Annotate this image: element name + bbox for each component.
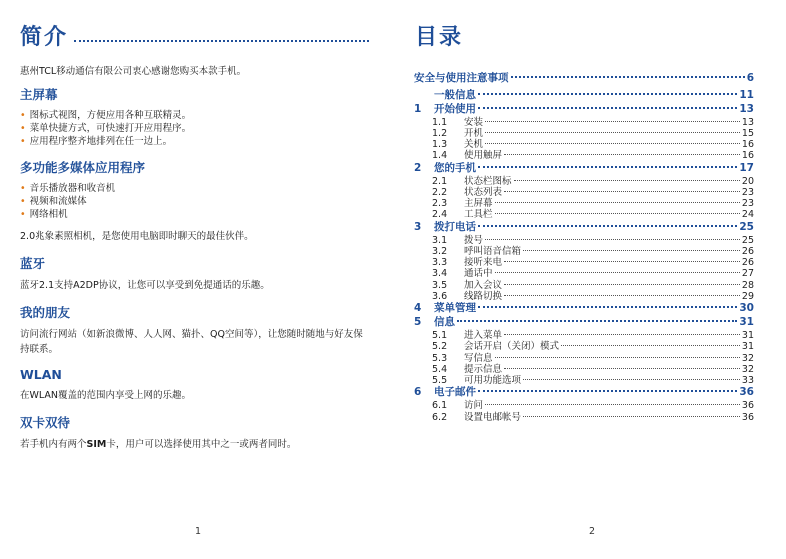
toc-entry-label: 拨打电话 (434, 220, 476, 233)
home-screen-heading: 主屏幕 (20, 87, 58, 102)
toc-entry-page: 25 (739, 220, 754, 233)
toc-entry-number: 5.2 (432, 341, 448, 353)
toc-entry-page: 31 (741, 329, 754, 341)
toc-entry[interactable] (414, 375, 754, 386)
toc-entry-label: 提示信息 (464, 363, 503, 375)
toc-entry[interactable] (414, 187, 754, 198)
dual-sim-paragraph: 若手机内有两个SIM卡，用户可以选择使用其中之一或两者同时。 (20, 439, 297, 450)
toc-entry[interactable] (414, 235, 754, 246)
toc-leader-dots (478, 93, 737, 95)
toc-entry-label: 通话中 (464, 268, 493, 280)
list-item: • 视频和流媒体 (20, 196, 87, 207)
toc-leader-dots (485, 239, 740, 240)
toc-leader-dots (485, 143, 740, 144)
toc-entry-page: 24 (741, 209, 754, 221)
toc-entry[interactable] (414, 162, 754, 176)
toc-entry-page: 20 (741, 175, 754, 187)
toc-entry-label: 进入菜单 (464, 329, 503, 341)
toc-entry-number: 5.1 (432, 329, 448, 341)
toc-leader-dots (523, 250, 740, 251)
toc-entry[interactable] (414, 103, 754, 117)
toc-entry-label: 安装 (464, 116, 484, 128)
toc-leader-dots (478, 225, 737, 227)
toc-entry-number: 4 (414, 302, 422, 315)
toc-entry-number: 1.4 (432, 150, 448, 162)
toc-entry-page: 16 (741, 139, 754, 151)
wlan-paragraph: 在WLAN覆盖的范围内享受上网的乐趣。 (20, 390, 192, 401)
toc-entry[interactable] (414, 364, 754, 375)
toc-entry-page: 31 (739, 316, 754, 329)
toc-entry[interactable] (414, 386, 754, 400)
toc-entry[interactable] (414, 128, 754, 139)
toc-entry-label: 接听来电 (464, 257, 503, 269)
table-of-contents (414, 71, 754, 423)
toc-entry-number: 3.3 (432, 257, 448, 269)
toc-entry-number: 5.3 (432, 352, 448, 364)
toc-entry-page: 6 (746, 72, 754, 84)
toc-entry-label: 状态列表 (464, 186, 503, 198)
toc-entry-label: 关机 (464, 139, 484, 151)
toc-entry-label: 您的手机 (434, 161, 476, 174)
toc-entry-label: 加入会议 (464, 279, 503, 291)
toc-entry[interactable] (414, 209, 754, 220)
toc-leader-dots (504, 261, 740, 262)
toc-entry-page: 36 (739, 386, 754, 399)
toc-entry[interactable] (414, 176, 754, 187)
toc-leader-dots (504, 154, 740, 155)
toc-leader-dots (478, 107, 737, 109)
toc-entry-number: 3.5 (432, 279, 448, 291)
toc-entry-page: 31 (741, 341, 754, 353)
toc-entry-page: 15 (741, 127, 754, 139)
toc-entry-page: 27 (741, 268, 754, 280)
toc-entry[interactable] (414, 268, 754, 279)
toc-title: 目录 (415, 25, 464, 50)
toc-entry-page: 23 (741, 198, 754, 210)
friends-paragraph: 访问流行网站（如新浪微博、人人网、猫扑、QQ空间等），让您随时随地与好友保持联系。 (20, 329, 363, 355)
toc-entry-page: 13 (739, 102, 754, 115)
toc-entry[interactable] (414, 330, 754, 341)
toc-entry-label: 菜单管理 (434, 302, 476, 315)
toc-entry-label: 会话开启（关闭）模式 (464, 341, 560, 353)
title-dotted-rule (74, 40, 369, 42)
list-item: • 图标式视图，方便应用各种互联精灵。 (20, 110, 192, 121)
right-page (393, 0, 786, 559)
toc-entry-number: 1.3 (432, 139, 448, 151)
toc-leader-dots (478, 306, 737, 308)
bullet-icon: • (20, 110, 26, 121)
toc-leader-dots (504, 191, 740, 192)
friends-heading: 我的朋友 (20, 305, 71, 320)
toc-entry[interactable] (414, 257, 754, 268)
toc-entry-number: 2.1 (432, 175, 448, 187)
toc-leader-dots (504, 368, 740, 369)
toc-entry[interactable] (414, 302, 754, 316)
toc-entry[interactable] (414, 117, 754, 128)
toc-entry[interactable] (414, 150, 754, 161)
toc-leader-dots (504, 295, 740, 296)
toc-entry-number: 5 (414, 316, 422, 329)
toc-entry-number: 5.4 (432, 363, 448, 375)
page-number: 2 (589, 526, 596, 537)
multimedia-heading: 多功能多媒体应用程序 (20, 160, 146, 175)
toc-entry[interactable] (414, 89, 754, 103)
toc-entry-page: 30 (739, 302, 754, 315)
toc-entry-number: 2.2 (432, 186, 448, 198)
list-item: • 音乐播放器和收音机 (20, 183, 116, 194)
toc-entry-number: 1 (414, 102, 422, 115)
toc-entry-number: 6.1 (432, 400, 448, 412)
toc-entry-label: 一般信息 (434, 89, 476, 101)
toc-entry-label: 拨号 (464, 234, 484, 246)
home-screen-bullets (20, 109, 370, 148)
toc-entry-label: 线路切换 (464, 291, 503, 303)
toc-entry[interactable] (414, 280, 754, 291)
toc-entry-label: 状态栏图标 (464, 175, 512, 187)
toc-leader-dots (495, 272, 740, 273)
list-item: • 菜单快捷方式，可快速打开应用程序。 (20, 123, 192, 134)
toc-entry-page: 26 (741, 245, 754, 257)
toc-entry-page: 13 (741, 116, 754, 128)
toc-entry[interactable] (414, 221, 754, 235)
toc-entry-page: 23 (741, 186, 754, 198)
toc-entry-number: 3.1 (432, 234, 448, 246)
toc-entry-number: 3 (414, 220, 422, 233)
bullet-icon: • (20, 123, 26, 134)
toc-entry-page: 33 (741, 375, 754, 387)
wlan-heading: WLAN (20, 367, 62, 382)
toc-entry-label: 访问 (464, 400, 484, 412)
toc-entry[interactable] (414, 400, 754, 411)
dual-sim-heading: 双卡双待 (20, 415, 71, 430)
toc-entry-number: 5.5 (432, 375, 448, 387)
toc-entry-page: 25 (741, 234, 754, 246)
toc-entry[interactable] (414, 291, 754, 302)
toc-entry-label: 主屏幕 (464, 198, 493, 210)
bluetooth-paragraph: 蓝牙2.1支持A2DP协议，让您可以享受到免提通话的乐趣。 (20, 280, 270, 291)
toc-entry[interactable] (414, 139, 754, 150)
toc-entry[interactable] (414, 353, 754, 364)
toc-entry-number: 1.2 (432, 127, 448, 139)
multimedia-bullets (20, 182, 370, 221)
toc-entry[interactable] (414, 316, 754, 330)
toc-leader-dots (495, 202, 740, 203)
toc-entry-label: 开始使用 (434, 102, 476, 115)
bullet-icon: • (20, 136, 26, 147)
toc-entry-page: 36 (741, 400, 754, 412)
intro-title: 简介 (20, 25, 69, 50)
toc-entry-page: 36 (741, 411, 754, 423)
toc-leader-dots (485, 121, 740, 122)
toc-entry-page: 16 (741, 150, 754, 162)
toc-leader-dots (504, 284, 740, 285)
toc-entry-label: 使用触屏 (464, 150, 503, 162)
toc-entry-label: 开机 (464, 127, 484, 139)
toc-entry-number: 3.2 (432, 245, 448, 257)
toc-entry-page: 32 (741, 352, 754, 364)
toc-entry-label: 写信息 (464, 352, 493, 364)
toc-leader-dots (523, 379, 740, 380)
toc-entry[interactable] (414, 198, 754, 209)
toc-leader-dots (457, 320, 737, 322)
toc-leader-dots (485, 404, 740, 405)
toc-entry-label: 安全与使用注意事项 (414, 72, 509, 84)
toc-entry-number: 2 (414, 161, 422, 174)
toc-entry-number: 6 (414, 386, 422, 399)
toc-leader-dots (511, 76, 745, 78)
toc-leader-dots (523, 416, 740, 417)
toc-leader-dots (514, 180, 740, 181)
bullet-icon: • (20, 209, 26, 220)
toc-entry[interactable] (414, 341, 754, 352)
toc-leader-dots (478, 166, 737, 168)
page-number: 1 (195, 526, 202, 537)
toc-entry-number: 3.4 (432, 268, 448, 280)
toc-entry[interactable] (414, 412, 754, 423)
toc-entry-page: 29 (741, 291, 754, 303)
toc-leader-dots (561, 345, 740, 346)
toc-entry-number: 2.4 (432, 209, 448, 221)
toc-leader-dots (495, 213, 740, 214)
intro-paragraph: 惠州TCL移动通信有限公司衷心感谢您购买本款手机。 (20, 66, 247, 77)
toc-entry-page: 28 (741, 279, 754, 291)
toc-leader-dots (478, 390, 737, 392)
toc-entry-page: 26 (741, 257, 754, 269)
toc-entry-label: 信息 (434, 316, 455, 329)
toc-entry-page: 17 (739, 161, 754, 174)
toc-leader-dots (504, 334, 740, 335)
list-item: • 应用程序整齐地排列在任一边上。 (20, 136, 173, 147)
toc-entry-page: 11 (739, 89, 754, 101)
toc-entry-label: 工具栏 (464, 209, 493, 221)
toc-entry[interactable] (414, 71, 754, 85)
toc-entry-label: 可用功能选项 (464, 375, 522, 387)
toc-entry-number: 2.3 (432, 198, 448, 210)
intro-body (20, 64, 370, 460)
toc-entry-number: 1.1 (432, 116, 448, 128)
bullet-icon: • (20, 183, 26, 194)
toc-leader-dots (485, 132, 740, 133)
toc-entry[interactable] (414, 246, 754, 257)
bullet-icon: • (20, 196, 26, 207)
toc-leader-dots (495, 357, 740, 358)
camera-paragraph: 2.0兆象素照相机，是您使用电脑即时聊天的最佳伙伴。 (20, 231, 254, 242)
toc-entry-label: 电子邮件 (434, 386, 476, 399)
toc-entry-page: 32 (741, 363, 754, 375)
toc-entry-label: 设置电邮帐号 (464, 411, 522, 423)
bluetooth-heading: 蓝牙 (20, 256, 46, 271)
toc-entry-number: 6.2 (432, 411, 448, 423)
toc-entry-label: 呼叫语音信箱 (464, 245, 522, 257)
toc-entry-number: 3.6 (432, 291, 448, 303)
list-item: • 网络相机 (20, 209, 68, 220)
